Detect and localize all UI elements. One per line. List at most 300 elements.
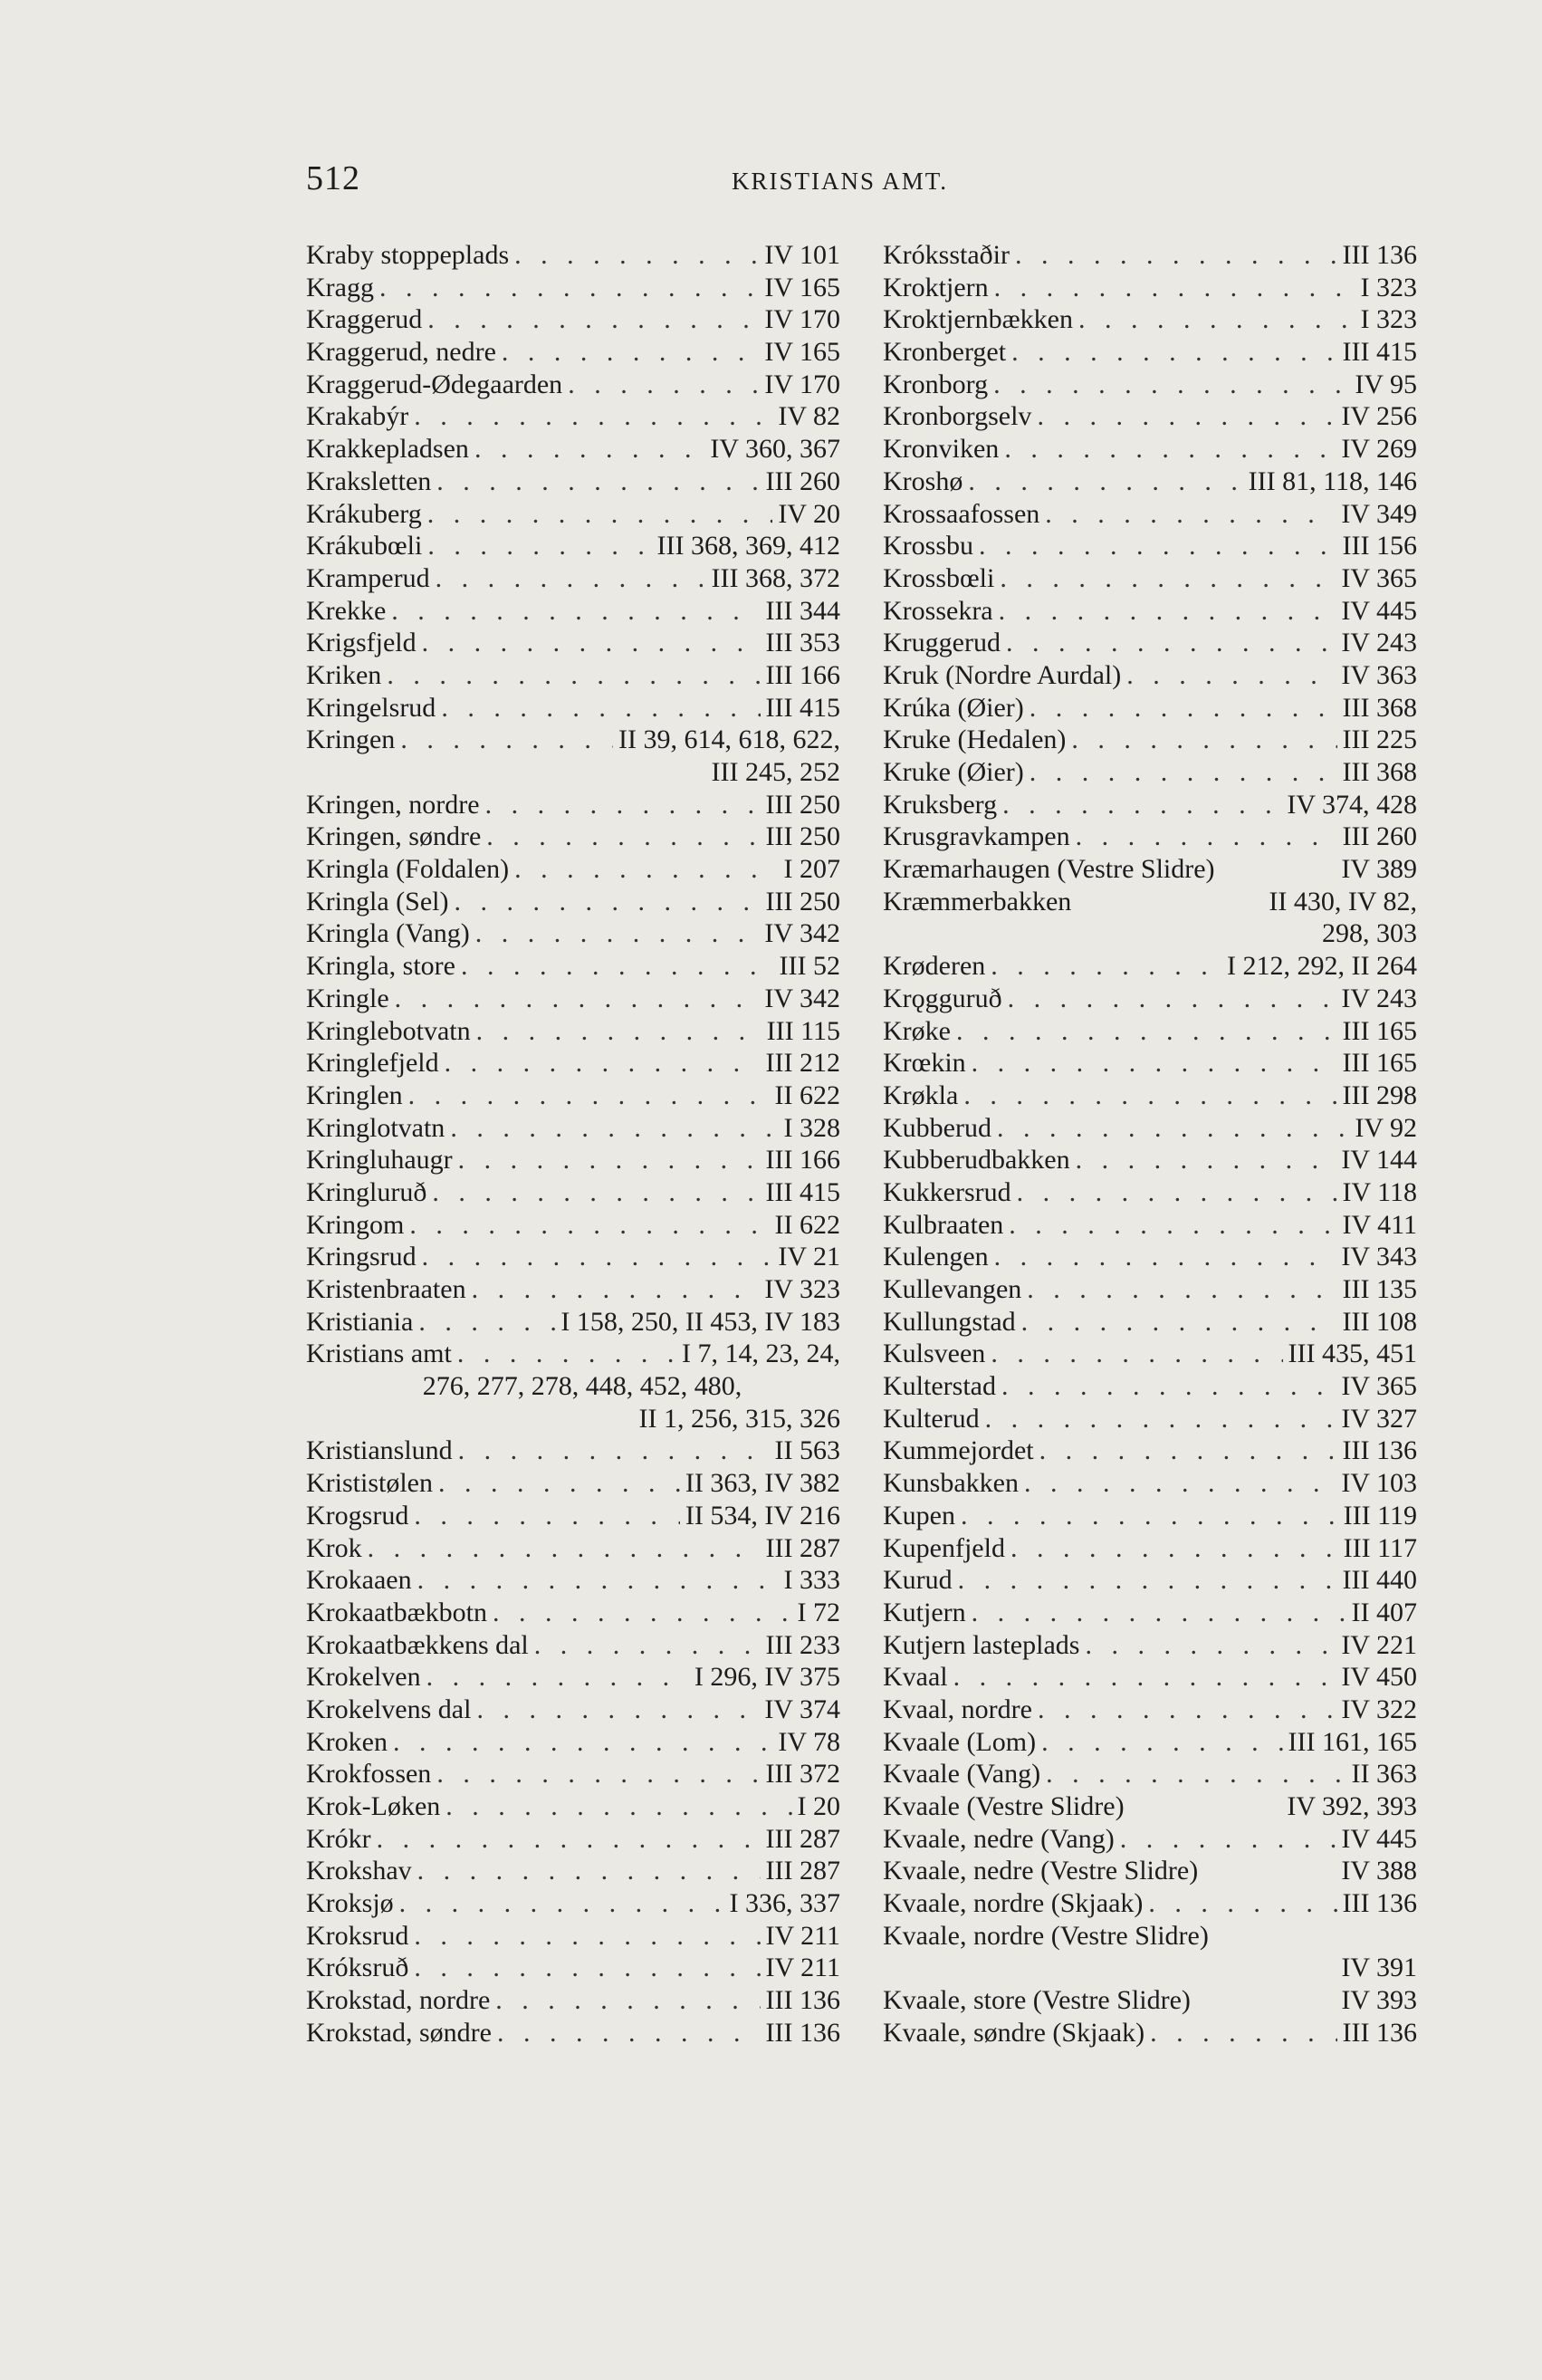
leader-dots xyxy=(1076,821,1337,853)
entry-name: Kristianslund xyxy=(306,1435,453,1466)
index-entry xyxy=(883,562,1417,595)
leader-dots xyxy=(963,1080,1336,1112)
entry-reference: I 207 xyxy=(783,854,840,885)
entry-name: Krúka (Øier) xyxy=(883,692,1024,723)
leader-dots xyxy=(445,1790,791,1823)
leader-dots xyxy=(1010,1532,1338,1565)
index-entry xyxy=(306,1080,840,1112)
index-entry xyxy=(306,336,840,369)
entry-name: Kubberudbakken xyxy=(883,1145,1070,1176)
entry-name: Krókr xyxy=(306,1823,371,1854)
entry-name: Krœkin xyxy=(883,1048,966,1079)
entry-reference: II 363 xyxy=(1351,1759,1417,1790)
entry-reference: IV 20 xyxy=(778,498,840,529)
entry-name: Kummejordet xyxy=(883,1435,1034,1466)
index-entry xyxy=(883,1273,1417,1306)
page-number: 512 xyxy=(306,159,360,197)
entry-name: Kringelsrud xyxy=(306,692,436,723)
index-entry xyxy=(306,1112,840,1145)
entry-reference: III 136 xyxy=(1342,1435,1417,1466)
entry-name: Kubberud xyxy=(883,1112,991,1143)
leader-dots xyxy=(441,692,760,725)
entry-reference: IV 82 xyxy=(778,401,840,432)
entry-name: Kristiania xyxy=(306,1306,414,1337)
index-entry xyxy=(306,1694,840,1726)
index-entry xyxy=(883,886,1417,918)
index-entry xyxy=(883,1338,1417,1370)
entry-name: Kupen xyxy=(883,1500,955,1531)
entry-name: Krekke xyxy=(306,595,387,626)
entry-reference: IV 165 xyxy=(764,337,840,368)
index-entry xyxy=(883,659,1417,692)
entry-reference: III 233 xyxy=(765,1629,840,1660)
leader-dots xyxy=(432,1176,760,1209)
entry-name: Krossaafossen xyxy=(883,498,1040,529)
index-entry xyxy=(883,1629,1417,1662)
entry-reference: III 250 xyxy=(765,886,840,916)
leader-dots xyxy=(427,498,773,531)
entry-reference: III 287 xyxy=(765,1823,840,1854)
entry-reference: IV 165 xyxy=(764,272,840,302)
entry-reference: II 534, IV 216 xyxy=(685,1500,840,1531)
entry-reference: IV 221 xyxy=(1341,1629,1417,1660)
leader-dots xyxy=(1027,1273,1336,1306)
entry-reference: III 368, 372 xyxy=(711,562,840,593)
entry-name: Krokelvens dal xyxy=(306,1694,472,1724)
entry-name: Kvaale (Lom) xyxy=(883,1726,1037,1757)
entry-reference: I 212, 292, II 264 xyxy=(1227,951,1417,982)
leader-dots xyxy=(450,1112,778,1145)
index-entry xyxy=(883,1047,1417,1080)
entry-name: Krøke xyxy=(883,1015,951,1046)
index-entry xyxy=(883,1564,1417,1597)
entry-name: Kringluhaugr xyxy=(306,1145,453,1176)
entry-name: Krakabýr xyxy=(306,401,409,432)
entry-reference: III 135 xyxy=(1342,1274,1417,1304)
leader-dots xyxy=(368,1532,761,1565)
leader-dots xyxy=(417,1855,761,1887)
entry-reference: IV 170 xyxy=(764,304,840,335)
index-entry xyxy=(883,1790,1417,1823)
entry-name: Kroshø xyxy=(883,465,963,496)
leader-dots xyxy=(1037,400,1336,433)
running-head: KRISTIANS AMT. xyxy=(732,168,949,195)
leader-dots xyxy=(961,1500,1338,1532)
entry-name: Kraksletten xyxy=(306,465,432,496)
entry-name: Kroktjern xyxy=(883,272,989,302)
leader-dots xyxy=(1041,1726,1282,1759)
index-entry xyxy=(883,821,1417,853)
entry-name: Krististølen xyxy=(306,1468,433,1499)
index-entry xyxy=(883,1144,1417,1176)
index-entry xyxy=(883,1403,1417,1435)
index-entry xyxy=(306,659,840,692)
entry-name: Króksruð xyxy=(306,1953,409,1983)
index-entry xyxy=(306,1952,840,1984)
index-entry xyxy=(883,789,1417,821)
index-entry xyxy=(883,1112,1417,1145)
entry-reference: III 287 xyxy=(765,1532,840,1563)
entry-reference: III 368, 369, 412 xyxy=(656,531,840,561)
entry-reference: I 7, 14, 23, 24, xyxy=(682,1339,840,1369)
index-entry xyxy=(306,950,840,983)
leader-dots xyxy=(1017,1176,1337,1209)
entry-name: Kringla, store xyxy=(306,951,455,982)
index-entry xyxy=(306,400,840,433)
index-entry xyxy=(306,1629,840,1662)
leader-dots xyxy=(972,1597,1346,1629)
entry-name: Kringlefjeld xyxy=(306,1048,439,1079)
entry-reference: III 166 xyxy=(765,1145,840,1176)
index-entry xyxy=(306,369,840,401)
leader-dots xyxy=(377,1823,761,1856)
entry-name: Kringlotvatn xyxy=(306,1112,445,1143)
leader-dots xyxy=(985,1403,1336,1435)
entry-name: Kvaal xyxy=(883,1662,948,1693)
entry-name: Krokfossen xyxy=(306,1759,432,1790)
entry-name: Krokstad, søndre xyxy=(306,2017,492,2048)
entry-reference: III 368 xyxy=(1342,692,1417,723)
entry-name: Kruksberg xyxy=(883,789,998,820)
entry-name: Kulterstad xyxy=(883,1371,996,1402)
entry-name: Kutjern xyxy=(883,1597,966,1627)
index-entry xyxy=(306,433,840,465)
entry-reference: IV 445 xyxy=(1341,1823,1417,1854)
index-entry xyxy=(883,272,1417,304)
entry-name: Kvaale (Vestre Slidre) xyxy=(883,1791,1125,1821)
entry-reference: III 136 xyxy=(765,2017,840,2048)
entry-reference: IV 322 xyxy=(1341,1694,1417,1724)
index-entry xyxy=(306,1823,840,1856)
leader-dots xyxy=(399,1887,724,1920)
leader-dots xyxy=(514,853,778,886)
leader-dots xyxy=(534,1629,761,1662)
leader-dots xyxy=(427,530,651,562)
leader-dots xyxy=(414,1952,760,1984)
entry-reference: III 250 xyxy=(765,789,840,820)
leader-dots xyxy=(1008,983,1336,1015)
entry-reference: IV 323 xyxy=(764,1274,840,1304)
index-entry xyxy=(306,1500,840,1532)
leader-dots xyxy=(1015,239,1337,272)
leader-dots xyxy=(379,272,759,304)
entry-reference: I 296, IV 375 xyxy=(694,1662,840,1693)
index-entry xyxy=(306,1435,840,1467)
entry-name: Kruk (Nordre Aurdal) xyxy=(883,659,1122,690)
entry-name: Kurud xyxy=(883,1565,953,1596)
entry-reference: I 158, 250, II 453, IV 183 xyxy=(560,1306,840,1337)
entry-name: Kristenbraaten xyxy=(306,1274,466,1304)
leader-dots xyxy=(418,1306,555,1339)
entry-reference: IV 365 xyxy=(1341,1371,1417,1402)
index-entry xyxy=(883,498,1417,531)
leader-dots xyxy=(1004,433,1336,465)
leader-dots xyxy=(993,369,1349,401)
entry-name: Kronborgselv xyxy=(883,401,1032,432)
index-entry xyxy=(883,465,1417,498)
leader-dots xyxy=(1038,1694,1336,1726)
entry-name: Kraggerud, nedre xyxy=(306,337,496,368)
index-entry xyxy=(306,2017,840,2049)
leader-dots xyxy=(476,1694,759,1726)
entry-reference: II 622 xyxy=(774,1080,840,1110)
index-entry xyxy=(306,303,840,336)
index-entry xyxy=(883,1500,1417,1532)
leader-dots xyxy=(422,627,761,659)
leader-dots xyxy=(387,659,760,692)
entry-name: Kulterud xyxy=(883,1403,980,1434)
entry-name: Kruke (Hedalen) xyxy=(883,725,1067,755)
entry-reference: I 20 xyxy=(797,1791,840,1821)
entry-reference: IV 374, 428 xyxy=(1287,789,1417,820)
page-header xyxy=(306,158,1257,204)
entry-reference: II 363, IV 382 xyxy=(685,1468,840,1499)
leader-dots xyxy=(994,272,1355,304)
entry-reference: IV 103 xyxy=(1341,1468,1417,1499)
entry-name: Krokaatbækkens dal xyxy=(306,1629,529,1660)
entry-name: Kringla (Vang) xyxy=(306,918,470,949)
entry-name: Kringen, søndre xyxy=(306,821,482,852)
leader-dots xyxy=(426,1661,689,1694)
entry-reference: III 415 xyxy=(765,1176,840,1207)
entry-reference: I 323 xyxy=(1360,304,1417,335)
entry-name: Kvaale, store (Vestre Slidre) xyxy=(883,1985,1191,2016)
index-entry xyxy=(883,1241,1417,1273)
entry-name: Kronborg xyxy=(883,369,989,399)
index-entry xyxy=(306,789,840,821)
leader-dots xyxy=(1148,1887,1336,1920)
index-entry xyxy=(883,433,1417,465)
leader-dots xyxy=(414,1920,760,1953)
index-entry xyxy=(306,1306,840,1339)
entry-name: Kvaale, nordre (Vestre Slidre) xyxy=(883,1920,1209,1951)
leader-dots xyxy=(1000,562,1336,595)
index-entry xyxy=(883,2017,1417,2049)
index-entry xyxy=(306,1209,840,1242)
entry-reference: IV 392, 393 xyxy=(1287,1791,1417,1821)
entry-name: Kringla (Sel) xyxy=(306,886,449,916)
entry-name: Kringluruð xyxy=(306,1176,427,1207)
leader-dots xyxy=(502,336,759,369)
index-entry xyxy=(306,1597,840,1629)
leader-dots xyxy=(414,1500,680,1532)
entry-reference: III 81, 118, 146 xyxy=(1248,465,1417,496)
leader-dots xyxy=(436,1758,760,1790)
leader-dots xyxy=(1085,1629,1336,1662)
leader-dots xyxy=(458,1435,770,1467)
entry-name: Kullevangen xyxy=(883,1274,1022,1304)
entry-name: Krogsrud xyxy=(306,1500,409,1531)
entry-name: Krokaatbækbotn xyxy=(306,1597,487,1627)
index-entry xyxy=(883,1435,1417,1467)
entry-name: Kroksrud xyxy=(306,1920,409,1951)
leader-dots xyxy=(514,239,759,272)
entry-name: Kristians amt xyxy=(306,1339,452,1369)
entry-continuation: II 1, 256, 315, 326 xyxy=(638,1403,840,1434)
entry-reference: III 372 xyxy=(765,1759,840,1790)
entry-reference: III 353 xyxy=(765,628,840,658)
leader-dots xyxy=(395,983,760,1015)
entry-name: Kringsrud xyxy=(306,1242,417,1272)
leader-dots xyxy=(485,789,761,821)
entry-name: Krǫgguruð xyxy=(883,983,1002,1013)
entry-name: Kraggerud xyxy=(306,304,423,335)
index-entry xyxy=(306,983,840,1015)
index-entry xyxy=(306,1661,840,1694)
entry-reference: III 161, 165 xyxy=(1288,1726,1417,1757)
leader-dots xyxy=(972,1047,1337,1080)
index-entry xyxy=(883,369,1417,401)
entry-continuation: IV 391 xyxy=(1341,1953,1417,1983)
leader-dots xyxy=(445,1047,761,1080)
entry-reference: IV 342 xyxy=(764,983,840,1013)
index-entry xyxy=(883,1920,1417,1953)
entry-name: Krákuberg xyxy=(306,498,422,529)
index-entry xyxy=(306,1338,840,1370)
entry-name: Krøkla xyxy=(883,1080,959,1110)
index-entry xyxy=(883,1823,1417,1856)
entry-name: Kulengen xyxy=(883,1242,989,1272)
entry-reference: III 260 xyxy=(1342,821,1417,852)
leader-dots xyxy=(1150,2017,1336,2049)
index-entry xyxy=(306,692,840,725)
index-entry xyxy=(306,272,840,304)
entry-name: Kvaal, nordre xyxy=(883,1694,1032,1724)
index-entry xyxy=(883,336,1417,369)
entry-reference: IV 78 xyxy=(778,1726,840,1757)
entry-reference: III 117 xyxy=(1343,1532,1417,1563)
index-entry xyxy=(883,853,1417,886)
leader-dots xyxy=(436,465,760,498)
entry-name: Krossbu xyxy=(883,531,974,561)
entry-reference: II 430, IV 82, xyxy=(1269,886,1417,916)
leader-dots xyxy=(461,950,774,983)
entry-reference: II 563 xyxy=(774,1435,840,1466)
entry-reference: III 212 xyxy=(765,1048,840,1079)
index-entry xyxy=(883,983,1417,1015)
entry-reference: III 165 xyxy=(1342,1015,1417,1046)
entry-reference: IV 256 xyxy=(1341,401,1417,432)
index-entry xyxy=(883,1015,1417,1048)
leader-dots xyxy=(393,1726,772,1759)
entry-reference: III 136 xyxy=(1342,2017,1417,2048)
leader-dots xyxy=(979,530,1337,562)
index-entry xyxy=(306,1273,840,1306)
index-entry xyxy=(883,1887,1417,1920)
entry-reference: IV 342 xyxy=(764,918,840,949)
leader-dots xyxy=(1030,756,1337,789)
index-entry xyxy=(883,627,1417,659)
entry-name: Kriken xyxy=(306,659,382,690)
entry-reference: III 52 xyxy=(779,951,840,982)
index-entry xyxy=(306,465,840,498)
entry-name: Kringle xyxy=(306,983,389,1013)
index-entry xyxy=(306,1015,840,1048)
entry-name: Kragg xyxy=(306,272,374,302)
index-entry xyxy=(306,627,840,659)
entry-reference: I 323 xyxy=(1360,272,1417,302)
leader-dots xyxy=(1030,692,1337,725)
index-entry xyxy=(883,1694,1417,1726)
entry-name: Kroken xyxy=(306,1726,388,1757)
entry-name: Kringla (Foldalen) xyxy=(306,854,510,885)
index-entry xyxy=(883,1855,1417,1887)
entry-name: Kukkersrud xyxy=(883,1176,1011,1207)
leader-dots xyxy=(474,433,704,465)
entry-name: Kruggerud xyxy=(883,628,1001,658)
leader-dots xyxy=(1011,336,1336,369)
entry-name: Krakkepladsen xyxy=(306,434,469,465)
entry-continuation: 276, 277, 278, 448, 452, 480, xyxy=(422,1371,742,1402)
index-entry xyxy=(306,917,840,950)
index-entry xyxy=(306,1532,840,1565)
entry-name: Krokaaen xyxy=(306,1565,412,1596)
entry-name: Kringlen xyxy=(306,1080,403,1110)
entry-name: Kvaale (Vang) xyxy=(883,1759,1041,1790)
leader-dots xyxy=(414,400,772,433)
entry-reference: IV 269 xyxy=(1341,434,1417,465)
entry-reference: IV 343 xyxy=(1341,1242,1417,1272)
entry-reference: I 333 xyxy=(783,1565,840,1596)
entry-reference: III 415 xyxy=(1342,337,1417,368)
index-entry xyxy=(306,239,840,272)
entry-name: Kræmarhaugen (Vestre Slidre) xyxy=(883,854,1215,885)
index-entry xyxy=(883,1661,1417,1694)
leader-dots xyxy=(497,2017,761,2049)
entry-reference: IV 243 xyxy=(1341,983,1417,1013)
leader-dots xyxy=(1126,659,1336,692)
entry-reference: III 298 xyxy=(1342,1080,1417,1110)
entry-name: Kroktjernbækken xyxy=(883,304,1073,335)
entry-name: Kvaale, nedre (Vestre Slidre) xyxy=(883,1856,1199,1886)
entry-reference: I 72 xyxy=(797,1597,840,1627)
leader-dots xyxy=(1001,1370,1336,1403)
index-entry xyxy=(306,1726,840,1759)
leader-dots xyxy=(1076,1144,1336,1176)
entry-reference: IV 445 xyxy=(1341,595,1417,626)
entry-reference: IV 388 xyxy=(1341,1856,1417,1886)
entry-reference: IV 243 xyxy=(1341,628,1417,658)
leader-dots xyxy=(400,724,613,756)
index-column-left xyxy=(306,239,840,2049)
entry-name: Kruke (Øier) xyxy=(883,757,1024,787)
entry-name: Krok-Løken xyxy=(306,1791,441,1821)
entry-reference: IV 360, 367 xyxy=(710,434,840,465)
entry-reference: III 368 xyxy=(1342,757,1417,787)
index-entry xyxy=(883,1597,1417,1629)
index-entry xyxy=(883,530,1417,562)
index-entry xyxy=(883,239,1417,272)
entry-name: Kullungstad xyxy=(883,1306,1016,1337)
leader-dots xyxy=(391,595,760,628)
entry-name: Kulsveen xyxy=(883,1339,986,1369)
leader-dots xyxy=(953,1661,1336,1694)
entry-reference: III 250 xyxy=(765,821,840,852)
leader-dots xyxy=(1002,789,1281,821)
leader-dots xyxy=(991,1338,1282,1370)
index-entry xyxy=(306,1920,840,1953)
entry-reference: III 136 xyxy=(1342,240,1417,270)
index-entry xyxy=(306,1855,840,1887)
leader-dots xyxy=(568,369,759,401)
index-entry xyxy=(306,562,840,595)
leader-dots xyxy=(422,1241,773,1273)
leader-dots xyxy=(1021,1306,1337,1339)
leader-dots xyxy=(409,1209,769,1242)
entry-name: Kronberget xyxy=(883,337,1007,368)
entry-reference: IV 327 xyxy=(1341,1403,1417,1434)
index-entry xyxy=(306,1467,840,1500)
